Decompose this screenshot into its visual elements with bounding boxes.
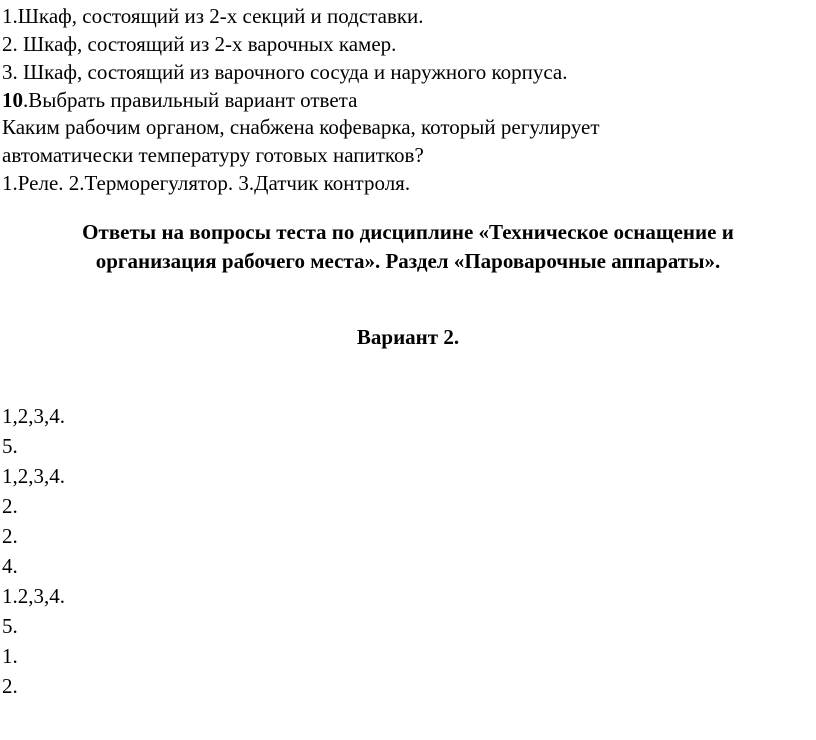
option-line-2: 2. Шкаф, состоящий из 2-х варочных камер. [2, 32, 397, 56]
answer-item: 1.2,3,4. [2, 584, 65, 608]
answers-list [2, 401, 65, 701]
answer-item: 1,2,3,4. [2, 464, 65, 488]
variant-title: Вариант 2. [356, 325, 460, 349]
answer-item: 2. [2, 524, 18, 548]
question-text-line-2: автоматически температуру готовых напитков? [2, 143, 424, 167]
answer-item: 5. [2, 614, 18, 638]
option-line-3: 3. Шкаф, состоящий из варочного сосуда и наружного корпуса. [2, 60, 568, 84]
answer-item: 2. [2, 674, 18, 698]
answer-item: 5. [2, 434, 18, 458]
answers-title-line-1: Ответы на вопросы теста по дисциплине «Техническое оснащение и [82, 220, 734, 244]
answer-item: 1. [2, 644, 18, 668]
question-instruction: .Выбрать правильный вариант ответа [23, 88, 358, 112]
answer-item: 4. [2, 554, 18, 578]
answers-title-line-2: организация рабочего места». Раздел «Пароварочные аппараты». [95, 249, 721, 273]
answer-item: 2. [2, 494, 18, 518]
question-text-line-1: Каким рабочим органом, снабжена кофеварка, который регулирует [2, 115, 600, 139]
question-header [2, 86, 357, 114]
answer-item: 1,2,3,4. [2, 404, 65, 428]
answer-options: 1.Реле. 2.Терморегулятор. 3.Датчик контроля. [2, 171, 411, 195]
question-number: 10 [2, 88, 23, 112]
option-line-1: 1.Шкаф, состоящий из 2-х секций и подставки. [2, 4, 424, 28]
